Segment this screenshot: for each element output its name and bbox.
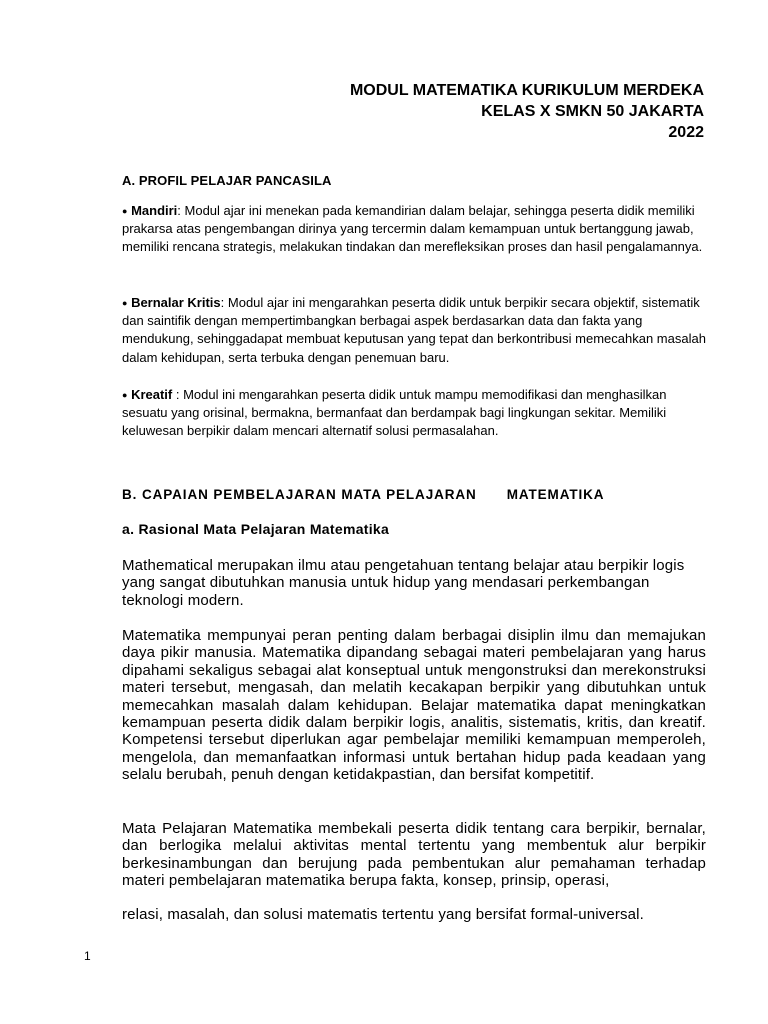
document-title [350,80,704,143]
bullet-text: : Modul ajar ini menekan pada kemandirian dalam belajar, sehingga peserta didik memiliki prakarsa atas pengembangan dirinya yang tercermin dalam kemampuan untuk bertanggung jawab, memiliki rencana strategis, melakukan tindakan dan merefleksikan proses dan hasil pengalamannya. [122,203,703,255]
section-b-heading [122,487,682,502]
subsection-heading: a. Rasional Mata Pelajaran Matematika [122,521,390,537]
bullet-term: Kreatif [131,387,173,402]
bullet-bernalar-kritis [122,294,712,367]
section-a-heading: A. PROFIL PELAJAR PANCASILA [122,173,332,188]
bullet-term: Mandiri [131,203,178,218]
bullet-dot-icon: ● [122,298,128,308]
section-b-heading-left: B. CAPAIAN PEMBELAJARAN MATA PELAJARAN [122,487,477,502]
bullet-text: : Modul ini mengarahkan peserta didik untuk mampu memodifikasi dan menghasilkan sesuatu yang orisinal, bermakna, bermanfaat dan berdampak bagi lingkungan sekitar. Memiliki keluwesan berpikir dalam mencari alternatif solusi permasalahan. [122,387,667,439]
title-line-3: 2022 [668,124,704,141]
bullet-term: Bernalar Kritis [131,295,221,310]
paragraph-3: Mata Pelajaran Matematika membekali peserta didik tentang cara berpikir, bernalar, dan berlogika melalui aktivitas mental tertentu yang membentuk alur berpikir berkesinambungan dan berujung pada pembentukan alur pemahaman terhadap materi pembelajaran matematika berupa fakta, konsep, prinsip, operasi, [122,820,706,890]
paragraph-4: relasi, masalah, dan solusi matematis tertentu yang bersifat formal-universal. [122,906,644,923]
paragraph-1: Mathematical merupakan ilmu atau pengetahuan tentang belajar atau berpikir logis yang sangat dibutuhkan manusia untuk hidup yang mendasari perkembangan teknologi modern. [122,557,685,609]
bullet-kreatif [122,386,712,441]
title-line-1: MODUL MATEMATIKA KURIKULUM MERDEKA [349,82,704,99]
bullet-dot-icon: ● [122,206,128,216]
bullet-mandiri [122,202,712,257]
bullet-dot-icon: ● [122,390,128,400]
page-number: 1 [84,949,91,963]
title-line-2: KELAS X SMKN 50 JAKARTA [481,103,704,120]
paragraph-2: Matematika mempunyai peran penting dalam berbagai disiplin ilmu dan memajukan daya pikir manusia. Matematika dipandang sebagai materi pembelajaran yang harus dipahami sekaligus sebagai alat konseptual untuk mengonstruksi dan merekonstruksi materi tersebut, mengasah, dan melatih kecakapan berpikir yang dibutuhkan untuk memecahkan masalah dalam kehidupan. Belajar matematika dapat meningkatkan kemampuan peserta didik dalam berpikir logis, analitis, sistematis, kritis, dan kreatif. Kompetensi tersebut diperlukan agar pembelajar memiliki kemampuan memperoleh, mengelola, dan memanfaatkan informasi untuk bertahan hidup pada keadaan yang selalu berubah, penuh dengan ketidakpastian, dan bersifat kompetitif. [122,627,706,784]
bullet-text: : Modul ajar ini mengarahkan peserta didik untuk berpikir secara objektif, sistematik dan saintifik dengan mempertimbangkan berbagai aspek berdasarkan data dan fakta yang mendukung, sehinggadapat membuat keputusan yang tepat dan berkontribusi memecahkan masalah dalam kehidupan, serta terbuka dengan penemuan baru. [122,295,706,365]
section-b-heading-right: MATEMATIKA [506,487,605,502]
